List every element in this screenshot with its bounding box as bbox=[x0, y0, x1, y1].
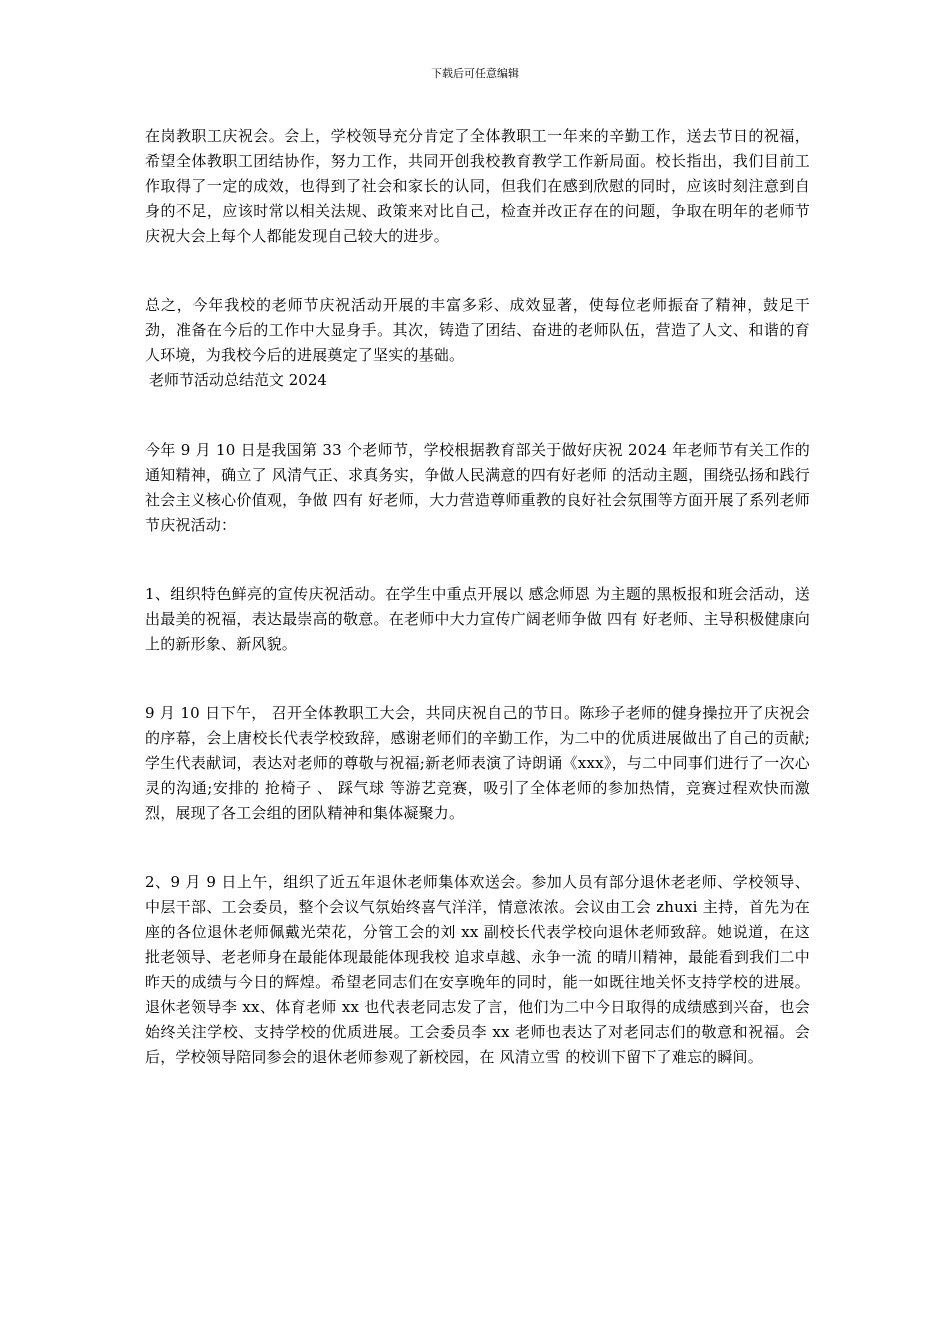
page-header: 下载后可任意编辑 bbox=[431, 67, 519, 80]
section-heading: 老师节活动总结范文 2024 bbox=[149, 371, 327, 389]
document-body bbox=[145, 124, 810, 1070]
paragraph-summary: 总之，今年我校的老师节庆祝活动开展的丰富多彩、成效显著，使每位老师振奋了精神，鼓足干劲，准备在今后的工作中大显身手。其次，铸造了团结、奋进的老师队伍，营造了人文、和谐的育人环境，为我校今后的进展奠定了坚实的基础。 bbox=[145, 296, 810, 364]
paragraph-item-1: 1、组织特色鲜亮的宣传庆祝活动。在学生中重点开展以 感念师恩 为主题的黑板报和班会活动，送出最美的祝福，表达最崇高的敬意。在老师中大力宣传广阔老师争做 四有 好老师、主导积极健康向上的新形象、新风貌。 bbox=[145, 585, 810, 653]
paragraph-staff-celebration: 在岗教职工庆祝会。会上，学校领导充分肯定了全体教职工一年来的辛勤工作，送去节日的祝福，希望全体教职工团结协作，努力工作，共同开创我校教育教学工作新局面。校长指出，我们目前工作取得了一定的成效，也得到了社会和家长的认同，但我们在感到欣慰的同时，应该时刻注意到自身的不足，应该时常以相关法规、政策来对比自己，检查并改正存在的问题，争取在明年的老师节庆祝大会上每个人都能发现自己较大的进步。 bbox=[145, 127, 810, 245]
paragraph-sept-10: 9 月 10 日下午， 召开全体教职工大会，共同庆祝自己的节日。陈珍子老师的健身操拉开了庆祝会的序幕，会上唐校长代表学校致辞，感谢老师们的辛勤工作，为二中的优质进展做出了自己的贡献;学生代表献词，表达对老师的尊敬与祝福;新老师表演了诗朗诵《xxx》，与二中同事们进行了一次心灵的沟通;安排的 抢椅子 、 踩气球 等游艺竞赛，吸引了全体老师的参加热情，竞赛过程欢快而激烈，展现了各工会组的团队精神和集体凝聚力。 bbox=[145, 704, 810, 822]
paragraph-item-2: 2、9 月 9 日上午，组织了近五年退休老师集体欢送会。参加人员有部分退休老老师、学校领导、中层干部、工会委员，整个会议气氛始终喜气洋洋，情意浓浓。会议由工会 zhuxi 主持，首先为在座的各位退休老师佩戴光荣花，分管工会的刘 xx 副校长代表学校向退休老师致辞。她说道，在这批老领导、老老师身在最能体现最能体现我校 追求卓越、永争一流 的晴川精神，最能看到我们二中昨天的成绩与今日的辉煌。希望老同志们在安享晚年的同时，能一如既往地关怀支持学校的进展。退休老领导李 xx、体育老师 xx 也代表老同志发了言，他们为二中今日取得的成绩感到兴奋，也会始终关注学校、支持学校的优质进展。工会委员李 xx 老师也表达了对老同志们的敬意和祝福。会后，学校领导陪同参会的退休老师参观了新校园，在 风清立雪 的校训下留下了难忘的瞬间。 bbox=[145, 873, 810, 1066]
paragraph-intro: 今年 9 月 10 日是我国第 33 个老师节，学校根据教育部关于做好庆祝 2024 年老师节有关工作的通知精神，确立了 风清气正、求真务实，争做人民满意的四有好老师 的活动主题，围绕弘扬和践行社会主义核心价值观，争做 四有 好老师，大力营造尊师重教的良好社会氛围等方面开展了系列老师节庆祝活动： bbox=[145, 441, 810, 534]
